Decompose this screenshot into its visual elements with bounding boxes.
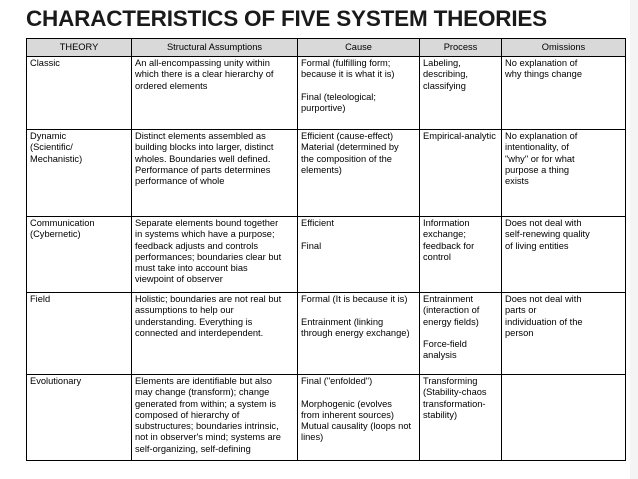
cell-line: viewpoint of observer bbox=[135, 274, 223, 285]
scrollbar[interactable] bbox=[630, 0, 638, 479]
cell-line: because it is what it is) bbox=[301, 69, 395, 80]
cell-line: performances; boundaries clear but bbox=[135, 251, 282, 262]
cell-process bbox=[420, 57, 502, 130]
cell-structure bbox=[132, 217, 298, 293]
cell-line: Information bbox=[423, 218, 470, 228]
cell-omissions bbox=[502, 375, 626, 461]
cell-line: exists bbox=[505, 176, 529, 187]
cell-line: Dynamic bbox=[30, 131, 67, 141]
cell-line: Formal (It is because it is) bbox=[301, 294, 408, 304]
cell-line: self-renewing quality bbox=[505, 229, 590, 240]
cell-omissions bbox=[502, 57, 626, 130]
cell-line: No explanation of bbox=[505, 58, 578, 68]
cell-line: parts or bbox=[505, 305, 537, 316]
cell-line: of living entities bbox=[505, 240, 569, 251]
cell-spacer bbox=[301, 305, 417, 316]
cell-line: person bbox=[505, 327, 534, 338]
cell-line: lines) bbox=[301, 432, 324, 443]
cell-process bbox=[420, 217, 502, 293]
table-row bbox=[27, 375, 626, 461]
cell-theory bbox=[27, 57, 132, 130]
cell-line: which there is a clear hierarchy of bbox=[135, 69, 274, 80]
cell-line: Classic bbox=[30, 58, 60, 68]
cell-line: classifying bbox=[423, 80, 466, 91]
cell-line: from inherent sources) bbox=[301, 409, 395, 420]
cell-cause bbox=[298, 217, 420, 293]
cell-line: Final bbox=[301, 240, 322, 251]
cell-line: exchange; bbox=[423, 229, 466, 240]
cell-line: Morphogenic (evolves bbox=[301, 398, 392, 409]
cell-structure bbox=[132, 293, 298, 375]
cell-line: No explanation of bbox=[505, 131, 578, 141]
cell-line: Transforming bbox=[423, 376, 478, 386]
cell-line: Does not deal with bbox=[505, 218, 582, 228]
cell-line: composed of hierarchy of bbox=[135, 409, 240, 420]
cell-line: Distinct elements assembled as bbox=[135, 131, 266, 141]
cell-cause bbox=[298, 57, 420, 130]
cell-line: in systems which have a purpose; bbox=[135, 229, 275, 240]
cell-line: (Cybernetic) bbox=[30, 229, 81, 240]
cell-line: building blocks into larger, distinct bbox=[135, 142, 274, 153]
cell-line: Separate elements bound together bbox=[135, 218, 279, 228]
cell-line: Final (teleological; bbox=[301, 91, 376, 102]
cell-omissions bbox=[502, 130, 626, 217]
cell-line: describing, bbox=[423, 69, 468, 80]
cell-line: Mechanistic) bbox=[30, 153, 83, 164]
cell-line: connected and interdependent. bbox=[135, 327, 264, 338]
cell-line: intentionality, of bbox=[505, 142, 569, 153]
table-row bbox=[27, 57, 626, 130]
header-cause: Cause bbox=[298, 39, 420, 57]
header-theory: THEORY bbox=[27, 39, 132, 57]
cell-theory bbox=[27, 217, 132, 293]
cell-line: may change (transform); change bbox=[135, 387, 270, 398]
cell-line: Efficient bbox=[301, 218, 334, 228]
cell-line: purpose a thing bbox=[505, 164, 570, 175]
cell-line: individuation of the bbox=[505, 316, 583, 327]
cell-line: assumptions to help our bbox=[135, 305, 234, 316]
cell-line: Force-field bbox=[423, 339, 467, 350]
cell-line: energy fields) bbox=[423, 316, 479, 327]
cell-line: self-organizing, self-defining bbox=[135, 443, 251, 454]
cell-line: elements) bbox=[301, 164, 342, 175]
cell-line: the composition of the bbox=[301, 153, 392, 164]
cell-line: Performance of parts determines bbox=[135, 164, 271, 175]
cell-spacer bbox=[301, 229, 417, 240]
cell-line: Entrainment (linking bbox=[301, 316, 384, 327]
cell-line: Elements are identifiable but also bbox=[135, 376, 272, 386]
cell-line: control bbox=[423, 251, 451, 262]
cell-structure bbox=[132, 57, 298, 130]
cell-omissions bbox=[502, 293, 626, 375]
cell-line: Empirical-analytic bbox=[423, 131, 496, 141]
cell-omissions bbox=[502, 217, 626, 293]
cell-theory bbox=[27, 293, 132, 375]
cell-line: ordered elements bbox=[135, 80, 208, 91]
cell-line: substructures; boundaries intrinsic, bbox=[135, 421, 279, 432]
cell-theory bbox=[27, 375, 132, 461]
cell-line: Field bbox=[30, 294, 51, 304]
cell-line: Holistic; boundaries are not real but bbox=[135, 294, 282, 304]
cell-line: (Scientific/ bbox=[30, 142, 73, 153]
cell-structure bbox=[132, 375, 298, 461]
header-process: Process bbox=[420, 39, 502, 57]
cell-line: why things change bbox=[505, 69, 583, 80]
cell-structure bbox=[132, 130, 298, 217]
cell-line: An all-encompassing unity within bbox=[135, 58, 270, 68]
header-omissions: Omissions bbox=[502, 39, 626, 57]
cell-line: through energy exchange) bbox=[301, 327, 410, 338]
header-structural-assumptions: Structural Assumptions bbox=[132, 39, 298, 57]
cell-process bbox=[420, 375, 502, 461]
cell-line: generated from within; a system is bbox=[135, 398, 277, 409]
cell-line: feedback adjusts and controls bbox=[135, 240, 259, 251]
cell-line: Final ("enfolded") bbox=[301, 376, 373, 386]
cell-cause bbox=[298, 375, 420, 461]
cell-spacer bbox=[301, 387, 417, 398]
cell-line: Material (determined by bbox=[301, 142, 399, 153]
cell-line: Entrainment bbox=[423, 294, 474, 304]
cell-cause bbox=[298, 130, 420, 217]
cell-line: Efficient (cause-effect) bbox=[301, 131, 394, 141]
cell-line: Does not deal with bbox=[505, 294, 582, 304]
cell-cause bbox=[298, 293, 420, 375]
cell-line: wholes. Boundaries well defined. bbox=[135, 153, 271, 164]
table-row bbox=[27, 293, 626, 375]
cell-line: Labeling, bbox=[423, 58, 461, 68]
cell-line: stability) bbox=[423, 409, 458, 420]
cell-line: must take into account bias bbox=[135, 263, 248, 274]
cell-spacer bbox=[423, 328, 499, 339]
cell-line: understanding. Everything is bbox=[135, 316, 253, 327]
table-header-row bbox=[27, 39, 626, 57]
cell-line: (interaction of bbox=[423, 305, 480, 316]
cell-line: Communication bbox=[30, 218, 95, 228]
cell-line: analysis bbox=[423, 350, 457, 361]
cell-line: feedback for bbox=[423, 240, 475, 251]
cell-line: purportive) bbox=[301, 103, 346, 114]
cell-line: (Stability-chaos bbox=[423, 387, 487, 398]
cell-line: transformation- bbox=[423, 398, 486, 409]
cell-process bbox=[420, 293, 502, 375]
cell-line: "why" or for what bbox=[505, 153, 575, 164]
theories-table bbox=[26, 38, 626, 461]
page-title: CHARACTERISTICS OF FIVE SYSTEM THEORIES bbox=[26, 6, 547, 31]
table-row bbox=[27, 130, 626, 217]
cell-spacer bbox=[301, 81, 417, 92]
cell-line: performance of whole bbox=[135, 176, 225, 187]
cell-process bbox=[420, 130, 502, 217]
cell-line: Mutual causality (loops not bbox=[301, 421, 412, 432]
cell-line: not in observer's mind; systems are bbox=[135, 432, 281, 443]
cell-line: Formal (fulfilling form; bbox=[301, 58, 391, 68]
cell-line: Evolutionary bbox=[30, 376, 82, 386]
table-row bbox=[27, 217, 626, 293]
cell-theory bbox=[27, 130, 132, 217]
